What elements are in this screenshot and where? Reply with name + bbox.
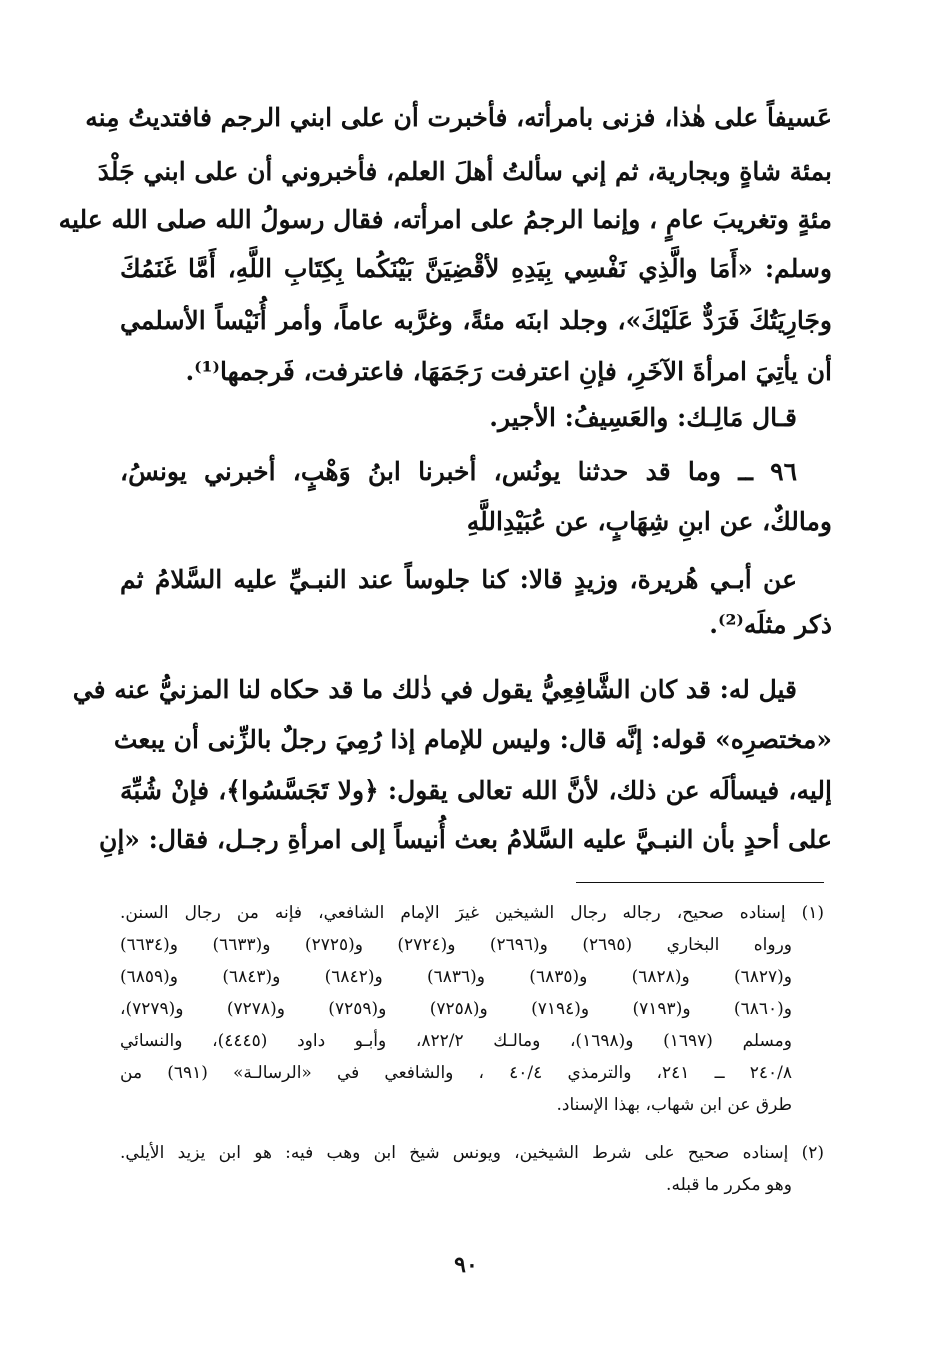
main-text-line: وسلم: «أَمَا والَّذِي نَفْسِي بِيَدِهِ لأقْضِيَنَّ بَيْنَكُما بِكِتَابِ اللَّهِ، أَمَّا غَنَمُكَ	[120, 254, 832, 283]
main-text-line: عن أبـي هُريرة، وزيدٍ قالا: كنا جلوساً عند النبـيِّ عليه السَّلامُ ثم	[120, 565, 797, 594]
main-text-line: ومالكٌ، عن ابنِ شِهَابٍ، عن عُبَيْدِاللَّهِ	[466, 507, 832, 536]
main-text-line: على أحدٍ بأن النبـيَّ عليه السَّلامُ بعث أُنيساً إلى امرأةِ رجـل، فقال: «إنِ	[98, 825, 832, 854]
main-text-line: ذكر مثلَه⁽²⁾.	[709, 610, 832, 639]
main-text-line: قيل له: قد كان الشَّافِعِيُّ يقول في ذٰلك ما قد حكاه لنا المزنيُّ عنه في	[72, 675, 797, 704]
main-text-line: وجَارِيَتُكَ فَرَدٌّ عَلَيْكَ»، وجلد ابنَه مئةً، وغرَّبه عاماً، وأمر أُنَيْساً الأسلمي	[120, 306, 832, 335]
footnote-line: ومسلم (١٦٩٧) و(١٦٩٨)، ومالـك ٨٢٢/٢، وأبـو داود (٤٤٤٥)، والنسائي	[120, 1031, 792, 1051]
hadith-number-line: ٩٦ ــ وما قد حدثنا يونُس، أخبرنا ابنُ وَهْبٍ، أخبرني يونسُ،	[120, 457, 797, 486]
main-text-line: مئةٍ وتغريبَ عامٍ ، وإنما الرجمُ على امرأته، فقال رسولُ الله صلى الله عليه	[58, 205, 832, 234]
main-text-line: عَسيفاً على هٰذا، فزنى بامرأته، فأخبرت أن على ابني الرجم فافتديتُ مِنه	[85, 103, 832, 132]
main-text-line: بمئة شاةٍ وبجارية، ثم إني سألتُ أهلَ العلم، فأخبروني أن على ابني جَلْدَ	[97, 157, 832, 186]
main-text-line: «مختصرِه» قوله: إنَّه قال: وليس للإمام إذا رُمِيَ رجلٌ بالزِّنى أن يبعث	[113, 725, 832, 754]
footnote-separator	[576, 882, 824, 883]
footnote-line: ورواه البخاري (٢٦٩٥) و(٢٦٩٦) و(٢٧٢٤) و(٢٧٢٥) و(٦٦٣٣) و(٦٦٣٤)	[120, 935, 793, 955]
malik-comment-line: قـال مَالِـك: والعَسِيفُ: الأجير.	[489, 403, 797, 432]
footnote-line: وهو مكرر ما قبله.	[666, 1175, 792, 1195]
main-text-line: أن يأتِيَ امرأةَ الآخَرِ، فإنِ اعترفت رَجَمَهَا، فاعترفت، فَرجمها⁽¹⁾.	[185, 357, 832, 386]
footnote-line: (١) إسناده صحيح، رجاله رجال الشيخين غيرَ الإمام الشافعي، فإنه من رجال السنن.	[120, 903, 824, 923]
footnote-line: ٢٤٠/٨ ــ ٢٤١، والترمذي ٤٠/٤ ، والشافعي في «الرسالـة» (٦٩١) من	[120, 1063, 792, 1083]
footnote-line: و(٦٨٢٧) و(٦٨٢٨) و(٦٨٣٥) و(٦٨٣٦) و(٦٨٤٢) و(٦٨٤٣) و(٦٨٥٩)	[120, 967, 792, 987]
footnote-line: (٢) إسناده صحيح على شرط الشيخين، ويونس شيخ ابن وهب فيه: هو ابن يزيد الأيلي.	[120, 1143, 824, 1163]
footnote-line: طرق عن ابن شهاب، بهذا الإسناد.	[556, 1095, 792, 1115]
footnote-line: و(٦٨٦٠) و(٧١٩٣) و(٧١٩٤) و(٧٢٥٨) و(٧٢٥٩) و(٧٢٧٨) و(٧٢٧٩)،	[120, 999, 792, 1019]
page-number: ٩٠	[454, 1252, 478, 1278]
main-text-line: إليه، فيسألَه عن ذلك، لأنَّ الله تعالى يقول: ﴿ولا تَجَسَّسُوا﴾، فإنْ شُبِّهَ	[120, 776, 832, 805]
